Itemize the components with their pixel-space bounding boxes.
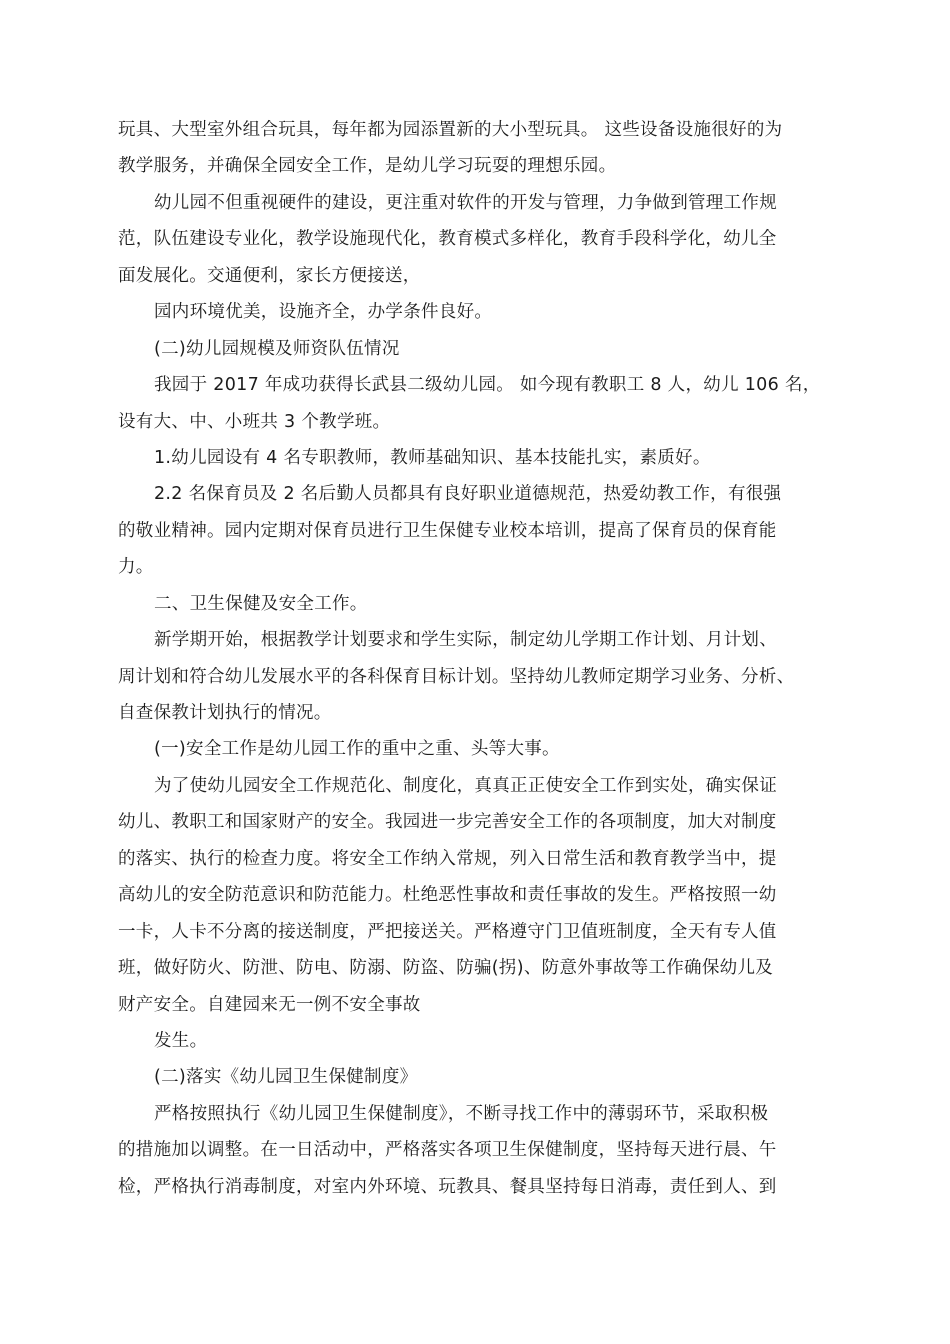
text-line: 自查保教计划执行的情况。 xyxy=(118,703,332,723)
text-line: 教学服务，并确保全园安全工作，是幼儿学习玩耍的理想乐园。 xyxy=(118,156,617,177)
text-line: 周计划和符合幼儿发展水平的各科保育目标计划。坚持幼儿教师定期学习业务、分析、 xyxy=(118,666,795,687)
text-line: 范，队伍建设专业化，教学设施现代化，教育模式多样化，教育手段科学化，幼儿全 xyxy=(118,229,777,250)
text-line: 为了使幼儿园安全工作规范化、制度化，真真正正使安全工作到实处，确实保证 xyxy=(154,775,777,796)
text-line: 力。 xyxy=(118,557,154,578)
text-line: 幼儿、教职工和国家财产的安全。我园进一步完善安全工作的各项制度，加大对制度 xyxy=(118,812,777,833)
text-line: 发生。 xyxy=(154,1030,208,1051)
text-line: 的落实、执行的检查力度。将安全工作纳入常规，列入日常生活和教育教学当中，提 xyxy=(118,848,777,869)
section-heading: (二)幼儿园规模及师资队伍情况 xyxy=(154,338,400,359)
text-line: 财产安全。自建园来无一例不安全事故 xyxy=(118,994,421,1015)
text-line: 幼儿园不但重视硬件的建设，更注重对软件的开发与管理，力争做到管理工作规 xyxy=(154,192,777,213)
text-line: 玩具、大型室外组合玩具，每年都为园添置新的大小型玩具。 这些设备设施很好的为 xyxy=(118,120,783,140)
section-heading: 二、卫生保健及安全工作。 xyxy=(154,593,368,614)
text-line: 检，严格执行消毒制度，对室内外环境、玩教具、餐具坚持每日消毒，责任到人、到 xyxy=(118,1176,777,1197)
document-body xyxy=(118,112,838,1205)
text-line: 园内环境优美，设施齐全，办学条件良好。 xyxy=(154,302,493,323)
text-line: 的措施加以调整。在一日活动中，严格落实各项卫生保健制度，坚持每天进行晨、午 xyxy=(118,1140,777,1161)
text-line: 高幼儿的安全防范意识和防范能力。杜绝恶性事故和责任事故的发生。严格按照一幼 xyxy=(118,885,777,906)
text-line: 新学期开始，根据教学计划要求和学生实际，制定幼儿学期工作计划、月计划、 xyxy=(154,630,777,651)
text-line: 的敬业精神。园内定期对保育员进行卫生保健专业校本培训，提高了保育员的保育能 xyxy=(118,520,777,541)
text-line: 班，做好防火、防泄、防电、防溺、防盗、防骗(拐)、防意外事故等工作确保幼儿及 xyxy=(118,958,774,979)
section-heading: (一)安全工作是幼儿园工作的重中之重、头等大事。 xyxy=(154,739,560,760)
text-line: 严格按照执行《幼儿园卫生保健制度》，不断寻找工作中的薄弱环节，采取积极 xyxy=(154,1103,769,1124)
text-line: 面发展化。交通便利，家长方便接送， xyxy=(118,265,421,286)
text-line: 我园于 2017 年成功获得长武县二级幼儿园。 如今现有教职工 8 人，幼儿 106 名， xyxy=(154,375,821,396)
list-item: 1.幼儿园设有 4 名专职教师，教师基础知识、基本技能扎实，素质好。 xyxy=(154,447,711,468)
list-item: 2.2 名保育员及 2 名后勤人员都具有良好职业道德规范，热爱幼教工作，有很强 xyxy=(154,484,782,505)
section-heading: (二)落实《幼儿园卫生保健制度》 xyxy=(154,1067,418,1088)
text-line: 设有大、中、小班共 3 个教学班。 xyxy=(118,411,391,432)
text-line: 一卡，人卡不分离的接送制度，严把接送关。严格遵守门卫值班制度，全天有专人值 xyxy=(118,921,777,942)
